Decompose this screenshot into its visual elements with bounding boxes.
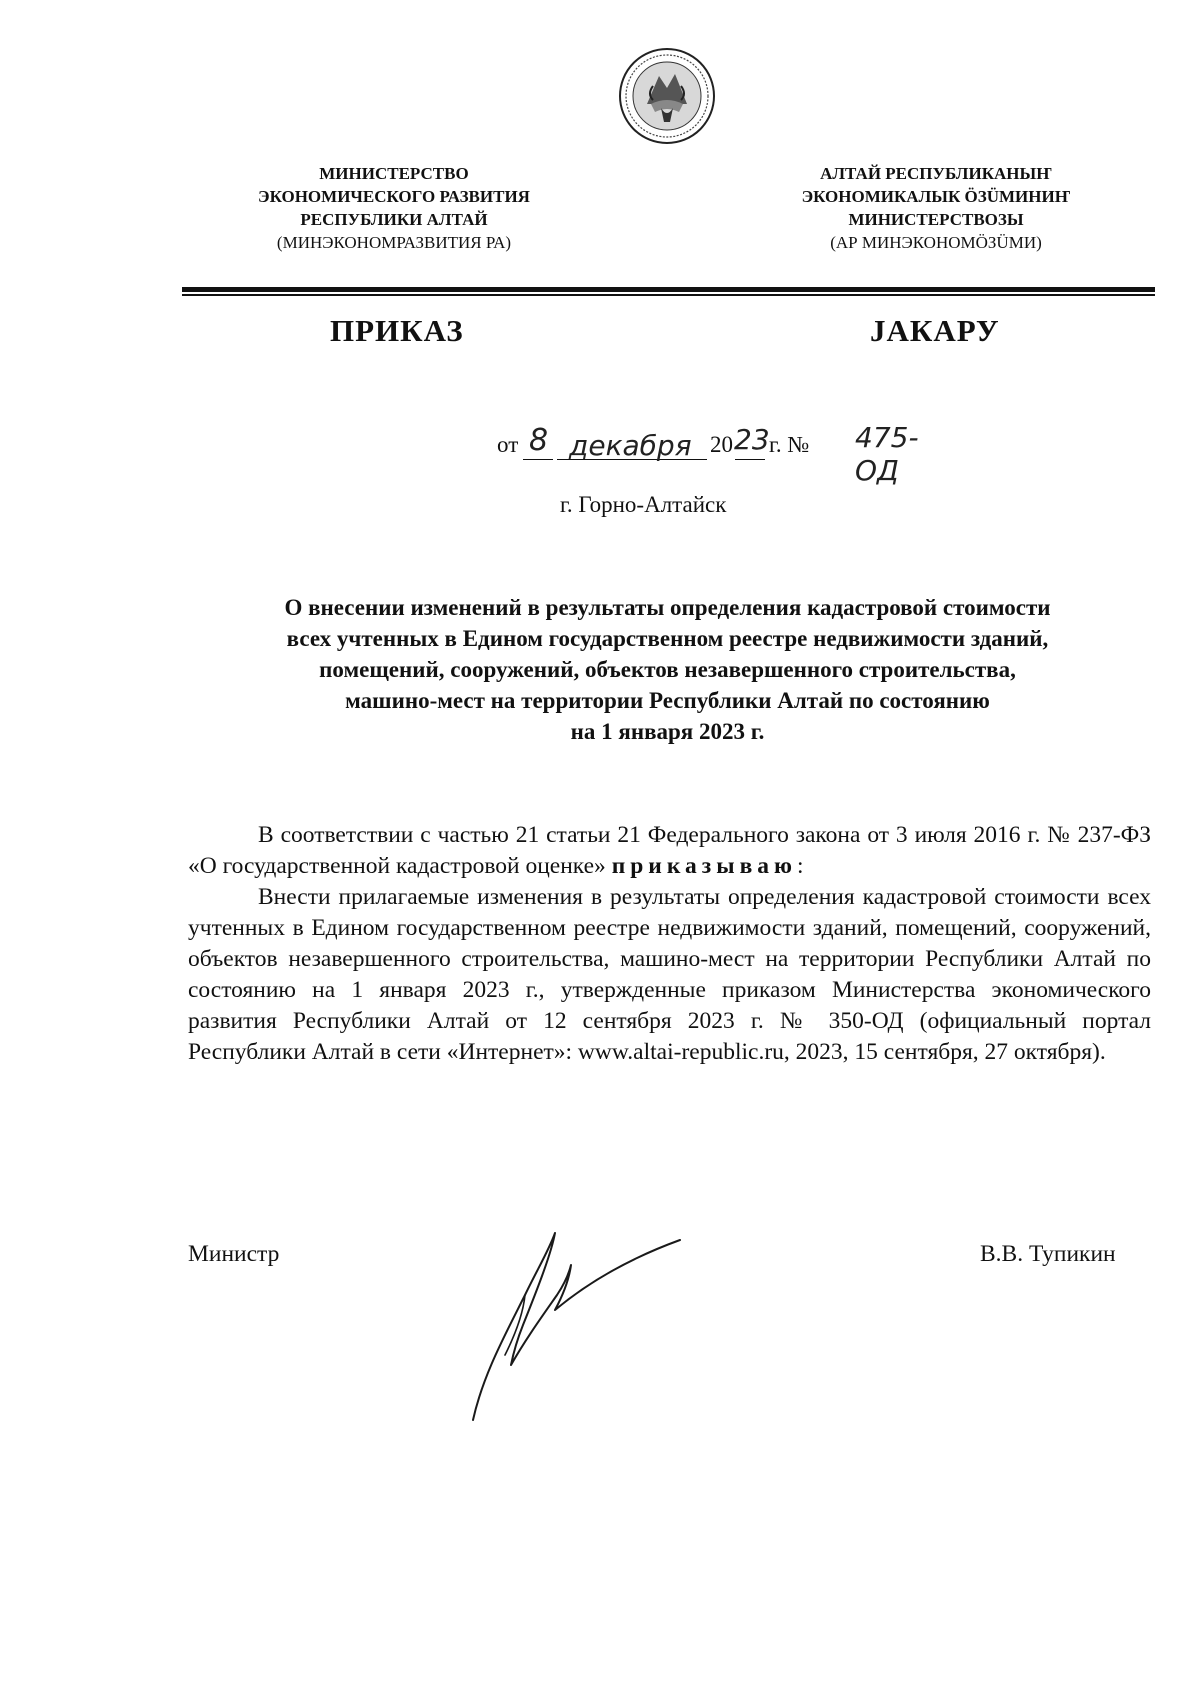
ministry-ru-line-2: ЭКОНОМИЧЕСКОГО РАЗВИТИЯ [258, 187, 530, 206]
day-underline [523, 459, 553, 460]
body-p1-end: : [796, 853, 804, 879]
handwritten-order-number: 475-ОД [855, 421, 919, 487]
subject-line-1: О внесении изменений в результаты определения кадастровой стоимости [284, 595, 1051, 620]
signatory-name: В.В. Тупикин [980, 1241, 1116, 1267]
ministry-alt-abbrev: (АР МИНЭКОНОМÖЗÜМИ) [830, 233, 1042, 252]
ministry-name-altai [726, 162, 1146, 254]
year-prefix: 20 [710, 432, 733, 457]
handwritten-signature [465, 1225, 685, 1425]
header-divider-thick [182, 287, 1155, 292]
subject-line-5: на 1 января 2023 г. [570, 719, 765, 744]
year-label: г. № [769, 432, 810, 457]
body-paragraph-1 [188, 820, 1151, 882]
handwritten-month: декабря [569, 429, 692, 462]
header-divider-thin [182, 294, 1155, 296]
year-underline [735, 459, 765, 460]
ministry-name-russian [184, 162, 604, 254]
body-p1-text: В соответствии с частью 21 статьи 21 Федерального закона от 3 июля 2016 г. № 237-ФЗ «О государственной кадастровой оценке» [188, 822, 1151, 879]
document-subject [185, 592, 1150, 747]
handwritten-day: 8 [529, 423, 549, 458]
city: г. Горно-Алтайск [560, 492, 727, 517]
handwritten-year: 23 [734, 423, 770, 456]
ministry-ru-line-1: МИНИСТЕРСТВО [319, 164, 469, 183]
coat-of-arms-emblem [617, 46, 717, 146]
doc-type-altai: JАКАРУ [870, 313, 1000, 348]
date-prefix: от [497, 432, 519, 457]
ministry-ru-line-3: РЕСПУБЛИКИ АЛТАЙ [300, 210, 488, 229]
ministry-alt-line-3: МИНИСТЕРСТВОЗЫ [848, 210, 1024, 229]
subject-line-2: всех учтенных в Едином государственном реестре недвижимости зданий, [286, 626, 1049, 651]
document-body [188, 820, 1151, 1068]
doc-type-russian: ПРИКАЗ [330, 313, 464, 348]
signatory-title: Министр [188, 1241, 280, 1267]
subject-line-3: помещений, сооружений, объектов незавершенного строительства, [319, 657, 1016, 682]
body-paragraph-2: Внести прилагаемые изменения в результаты определения кадастровой стоимости всех учтенных в Едином государственном реестре недвижимости зданий, помещений, сооружений, объектов незавершенного строительства, машино-мест на территории Республики Алтай по состоянию на 1 января 2023 г., утвержденные приказом Министерства экономического развития Республики Алтай от 12 сентября 2023 г. № 350-ОД (официальный портал Республики Алтай в сети «Интернет»: www.altai-republic.ru, 2023, 15 сентября, 27 октября). [188, 884, 1151, 1065]
ministry-alt-line-1: АЛТАЙ РЕСПУБЛИКАНЫҤ [820, 164, 1052, 183]
order-word: приказываю [611, 853, 797, 879]
subject-line-4: машино-мест на территории Республики Алтай по состоянию [345, 688, 990, 713]
ministry-alt-line-2: ЭКОНОМИКАЛЫК ÖЗÜМИНИҤ [801, 187, 1071, 206]
ministry-ru-abbrev: (МИНЭКОНОМРАЗВИТИЯ РА) [276, 233, 512, 252]
